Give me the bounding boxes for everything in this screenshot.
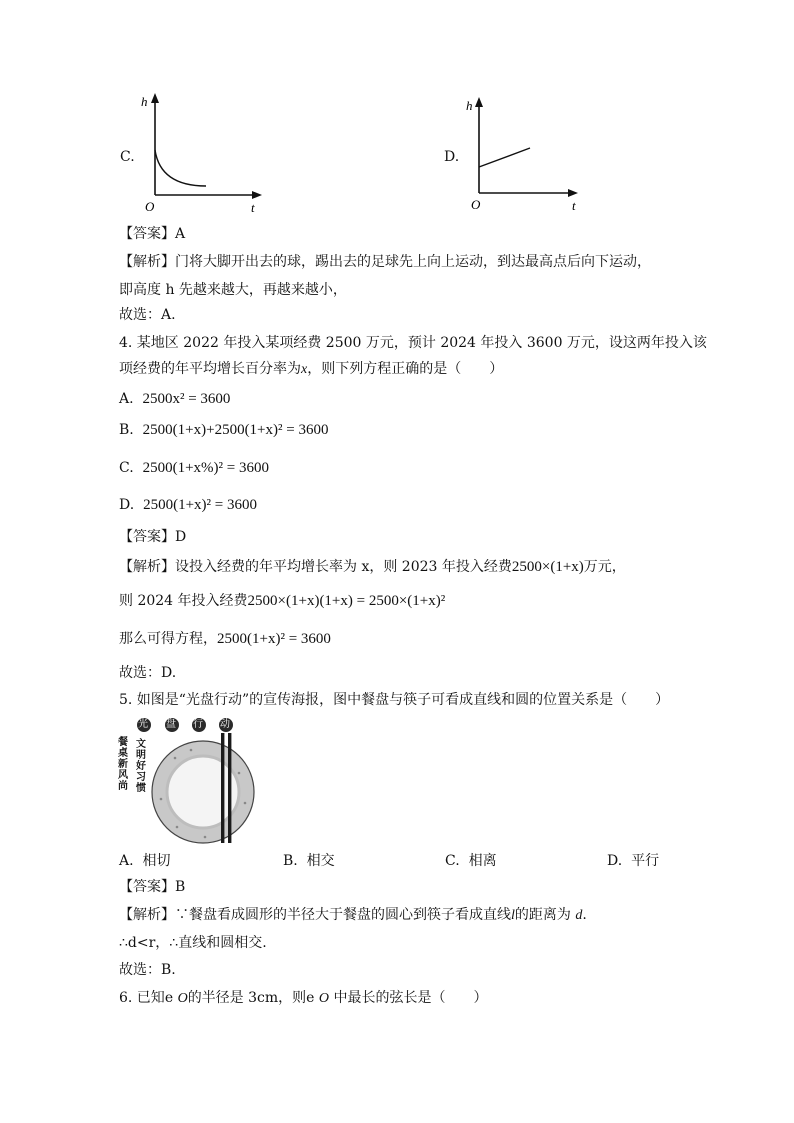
q4-analysis-line1: [119, 557, 626, 577]
q4-option-b: [119, 420, 328, 440]
q5-option-a: [119, 851, 170, 871]
poster-inner-slogan: 文明好习惯: [136, 739, 146, 794]
graph-d-y-label: h: [466, 98, 473, 113]
q4-option-d: [119, 495, 257, 515]
q6-circle-symbol-1: e: [164, 990, 174, 1006]
q4-option-b-expr: 2500(1+x)+2500(1+x)² = 3600: [142, 422, 329, 438]
graph-c-y-label: h: [141, 94, 148, 109]
q5-option-d: [607, 851, 659, 871]
q6-circle-symbol-2: e: [306, 990, 315, 1006]
q4-analysis-line2-pre: 则 2024 年投入经费: [119, 593, 248, 609]
q4-option-a-expr: 2500x² = 3600: [142, 391, 231, 407]
q5-option-d-label: D.: [607, 853, 623, 869]
q4-analysis-line1-post: 万元，: [583, 559, 626, 575]
q4-stem-line2: [119, 359, 503, 380]
q4-analysis-line3-expr: 2500(1+x)² = 3600: [217, 631, 331, 647]
q4-answer: 【答案】D: [119, 529, 187, 545]
graph-d-x-label: t: [572, 198, 576, 213]
q5-analysis-var-d: d: [575, 908, 583, 923]
q6-stem-mid: 的半径是 3cm，则: [187, 990, 307, 1006]
q4-option-d-label: D.: [119, 497, 135, 513]
q4-option-b-label: B.: [119, 422, 134, 438]
q4-conclusion: 故选：D.: [119, 665, 177, 681]
q3-answer: 【答案】A: [119, 226, 186, 242]
q4-analysis-line3: [119, 629, 331, 649]
q4-option-a: [119, 389, 230, 409]
q6-stem-pre: 6. 已知: [119, 990, 165, 1006]
q5-analysis-line1-pre: 【解析】∵餐盘看成圆形的半径大于餐盘的圆心到筷子看成直线: [119, 907, 511, 923]
q5-analysis-line2: ∴d<r，∴直线和圆相交.: [119, 935, 267, 951]
graph-c-x-label: t: [251, 200, 255, 215]
q4-stem-line2-post: ，则下列方程正确的是（ ）: [307, 361, 504, 377]
q5-option-a-label: A.: [119, 853, 134, 869]
poster-title-char-3: 行: [193, 719, 203, 730]
q4-analysis-line1-pre: 【解析】设投入经费的年平均增长率为 x，则 2023 年投入经费: [119, 559, 512, 575]
q4-option-d-expr: 2500(1+x)² = 3600: [143, 497, 257, 513]
q4-stem-var: x: [301, 362, 308, 377]
q5-option-b-label: B.: [283, 853, 298, 869]
q5-option-d-text: 平行: [631, 853, 660, 869]
q5-answer: 【答案】B: [119, 879, 186, 895]
q4-option-c: [119, 458, 269, 478]
poster-title-char-2: 盘: [166, 719, 176, 730]
q5-analysis-line1-post: .: [582, 907, 587, 923]
q3-analysis-line2: 即高度 h 先越来越大，再越来越小，: [119, 282, 347, 298]
q5-stem: 5. 如图是“光盘行动”的宣传海报，图中餐盘与筷子可看成直线和圆的位置关系是（ ）: [119, 692, 670, 708]
q4-option-c-label: C.: [119, 460, 134, 476]
graph-c-origin: O: [145, 199, 155, 214]
q4-option-c-expr: 2500(1+x%)² = 3600: [142, 460, 269, 476]
q4-option-a-label: A.: [119, 391, 134, 407]
poster-title-char-1: 光: [138, 719, 148, 730]
q5-analysis-var-l: l: [511, 908, 515, 923]
q6-stem-post: 中最长的弦长是（ ）: [333, 990, 488, 1006]
q5-conclusion: 故选：B.: [119, 962, 176, 978]
q4-analysis-line3-pre: 那么可得方程，: [119, 631, 217, 647]
q5-analysis-line1: [119, 905, 587, 926]
q5-option-c-label: C.: [445, 853, 460, 869]
q3-analysis-line1: 【解析】门将大脚开出去的球，踢出去的足球先上向上运动，到达最高点后向下运动，: [119, 254, 651, 270]
graph-d-origin: O: [471, 197, 481, 212]
q5-poster: [117, 715, 267, 845]
poster-left-slogan: 餐桌新风尚: [118, 737, 128, 792]
q5-option-b-text: 相交: [306, 853, 335, 869]
q5-option-c-text: 相离: [468, 853, 497, 869]
option-d-label: D.: [444, 149, 460, 165]
q4-stem-line1: 4. 某地区 2022 年投入某项经费 2500 万元，预计 2024 年投入 3600 万元，设这两年投入该: [119, 335, 707, 351]
graph-c: [136, 90, 266, 215]
q4-analysis-line1-expr: 2500×(1+x): [511, 559, 584, 575]
q5-option-a-text: 相切: [142, 853, 171, 869]
q5-option-c: [445, 851, 497, 871]
q6-circle-var-1: O: [177, 991, 188, 1006]
option-c-label: C.: [120, 149, 135, 165]
q5-analysis-line1-mid: 的距离为: [514, 907, 571, 923]
q6-stem: [119, 988, 488, 1009]
q4-analysis-line2: [119, 591, 445, 611]
q5-option-b: [283, 851, 335, 871]
q6-circle-var-2: O: [318, 991, 330, 1006]
q4-stem-line2-pre: 项经费的年平均增长百分率为: [119, 361, 301, 377]
q4-analysis-line2-expr: 2500×(1+x)(1+x) = 2500×(1+x)²: [247, 593, 446, 609]
q3-conclusion: 故选：A.: [119, 307, 176, 323]
poster-title-char-4: 动: [220, 719, 230, 730]
graph-d: [460, 90, 590, 215]
